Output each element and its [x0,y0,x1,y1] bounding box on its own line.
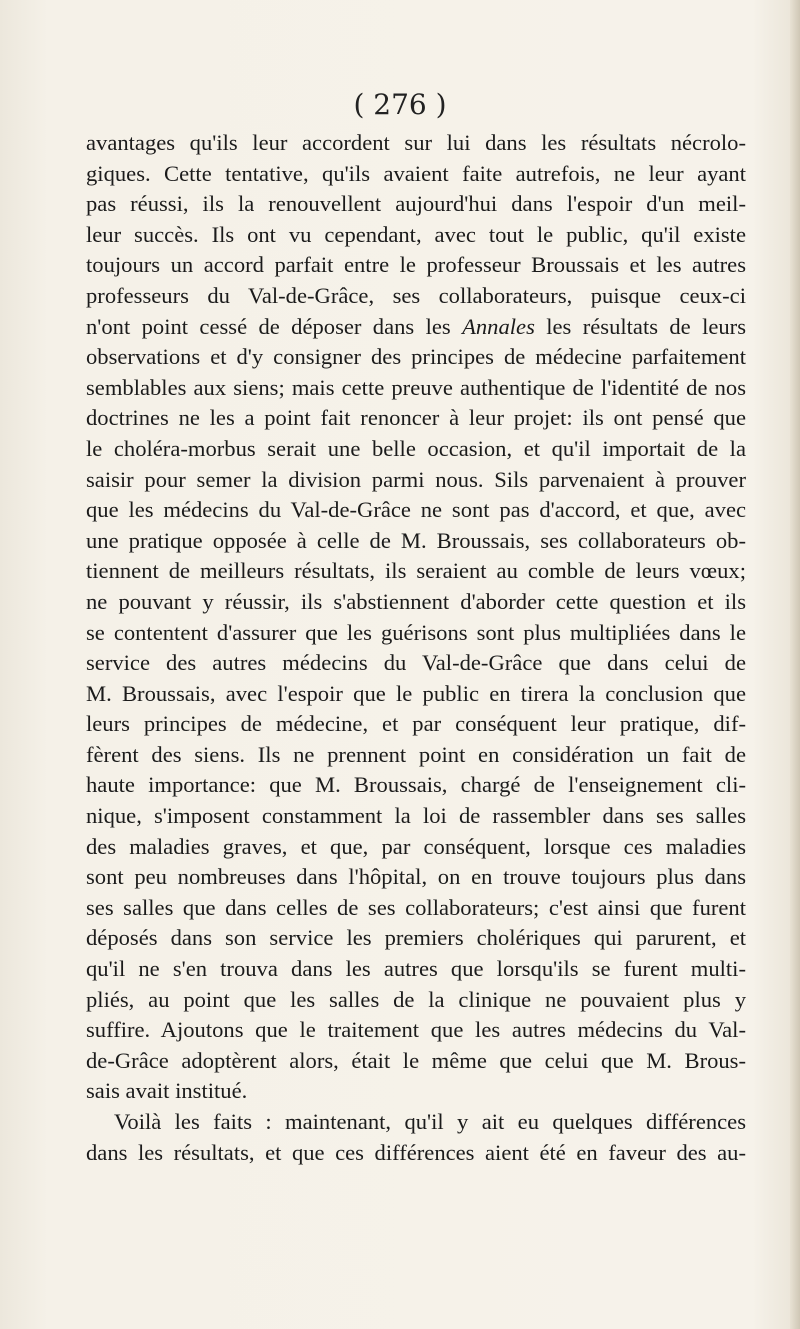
text-line: une pratique opposée à celle de M. Broussais, ses collaborateurs ob- [86,527,746,553]
text-line: sont peu nombreuses dans l'hôpital, on en trouve toujours plus dans [86,864,746,890]
text-line: sais avait institué. [86,1078,248,1104]
text-line: n'ont point cessé de déposer dans les Annales les résultats de leurs [86,313,747,339]
text-line: nique, s'imposent constamment la loi de rassembler dans ses salles [86,803,746,829]
journal-title: Annales [462,313,535,339]
text-line: se contentent d'assurer que les guérisons sont plus multipliées dans le [86,619,746,645]
text-line: ses salles que dans celles de ses collaborateurs; c'est ainsi que furent [86,894,746,920]
text-line: suffire. Ajoutons que le traitement que les autres médecins du Val- [86,1017,746,1043]
text-line: service des autres médecins du Val-de-Grâce que dans celui de [86,650,746,676]
body-text [86,128,746,1168]
text-line: semblables aux siens; mais cette preuve authentique de l'identité de nos [86,374,746,400]
text-line: que les médecins du Val-de-Grâce ne sont pas d'accord, et que, avec [86,497,746,523]
text-line: leurs principes de médecine, et par conséquent leur pratique, dif- [86,711,746,737]
text-line: déposés dans son service les premiers cholériques qui parurent, et [86,925,746,951]
text-line: haute importance: que M. Broussais, chargé de l'enseignement cli- [86,772,746,798]
text-line: toujours un accord parfait entre le professeur Broussais et les autres [86,252,746,278]
text-line: Voilà les faits : maintenant, qu'il y ait eu quelques différences [114,1109,746,1134]
text-line: leur succès. Ils ont vu cependant, avec tout le public, qu'il existe [86,221,746,247]
text-line: pas réussi, ils la renouvellent aujourd'hui dans l'espoir d'un meil- [86,191,746,217]
text-line: doctrines ne les a point fait renoncer à leur projet: ils ont pensé que [86,405,746,431]
text-line: le choléra-morbus serait une belle occasion, et qu'il importait de la [86,435,746,461]
text-line: de-Grâce adoptèrent alors, était le même que celui que M. Brous- [86,1047,746,1073]
text-line: des maladies graves, et que, par conséquent, lorsque ces maladies [86,833,746,859]
page-edge [790,0,800,1329]
text-line: qu'il ne s'en trouva dans les autres que lorsqu'ils se furent multi- [86,956,746,982]
text-line: professeurs du Val-de-Grâce, ses collaborateurs, puisque ceux-ci [86,282,746,308]
text-line: fèrent des siens. Ils ne prennent point en considération un fait de [86,741,746,767]
page-number-header: ( 276 ) [353,88,447,121]
text-line: giques. Cette tentative, qu'ils avaient faite autrefois, ne leur ayant [86,160,746,186]
text-line: observations et d'y consigner des principes de médecine parfaitement [86,344,746,370]
text-line: tiennent de meilleurs résultats, ils seraient au comble de leurs vœux; [86,558,746,584]
text-line: avantages qu'ils leur accordent sur lui dans les résultats nécrolo- [86,130,746,155]
text-line: M. Broussais, avec l'espoir que le public en tirera la conclusion que [86,680,746,706]
text-line: saisir pour semer la division parmi nous. Sils parvenaient à prouver [86,466,746,492]
text-line: ne pouvant y réussir, ils s'abstiennent d'aborder cette question et ils [86,588,746,614]
text-line: pliés, au point que les salles de la clinique ne pouvaient plus y [86,986,746,1012]
text-line: dans les résultats, et que ces différences aient été en faveur des au- [86,1139,746,1165]
